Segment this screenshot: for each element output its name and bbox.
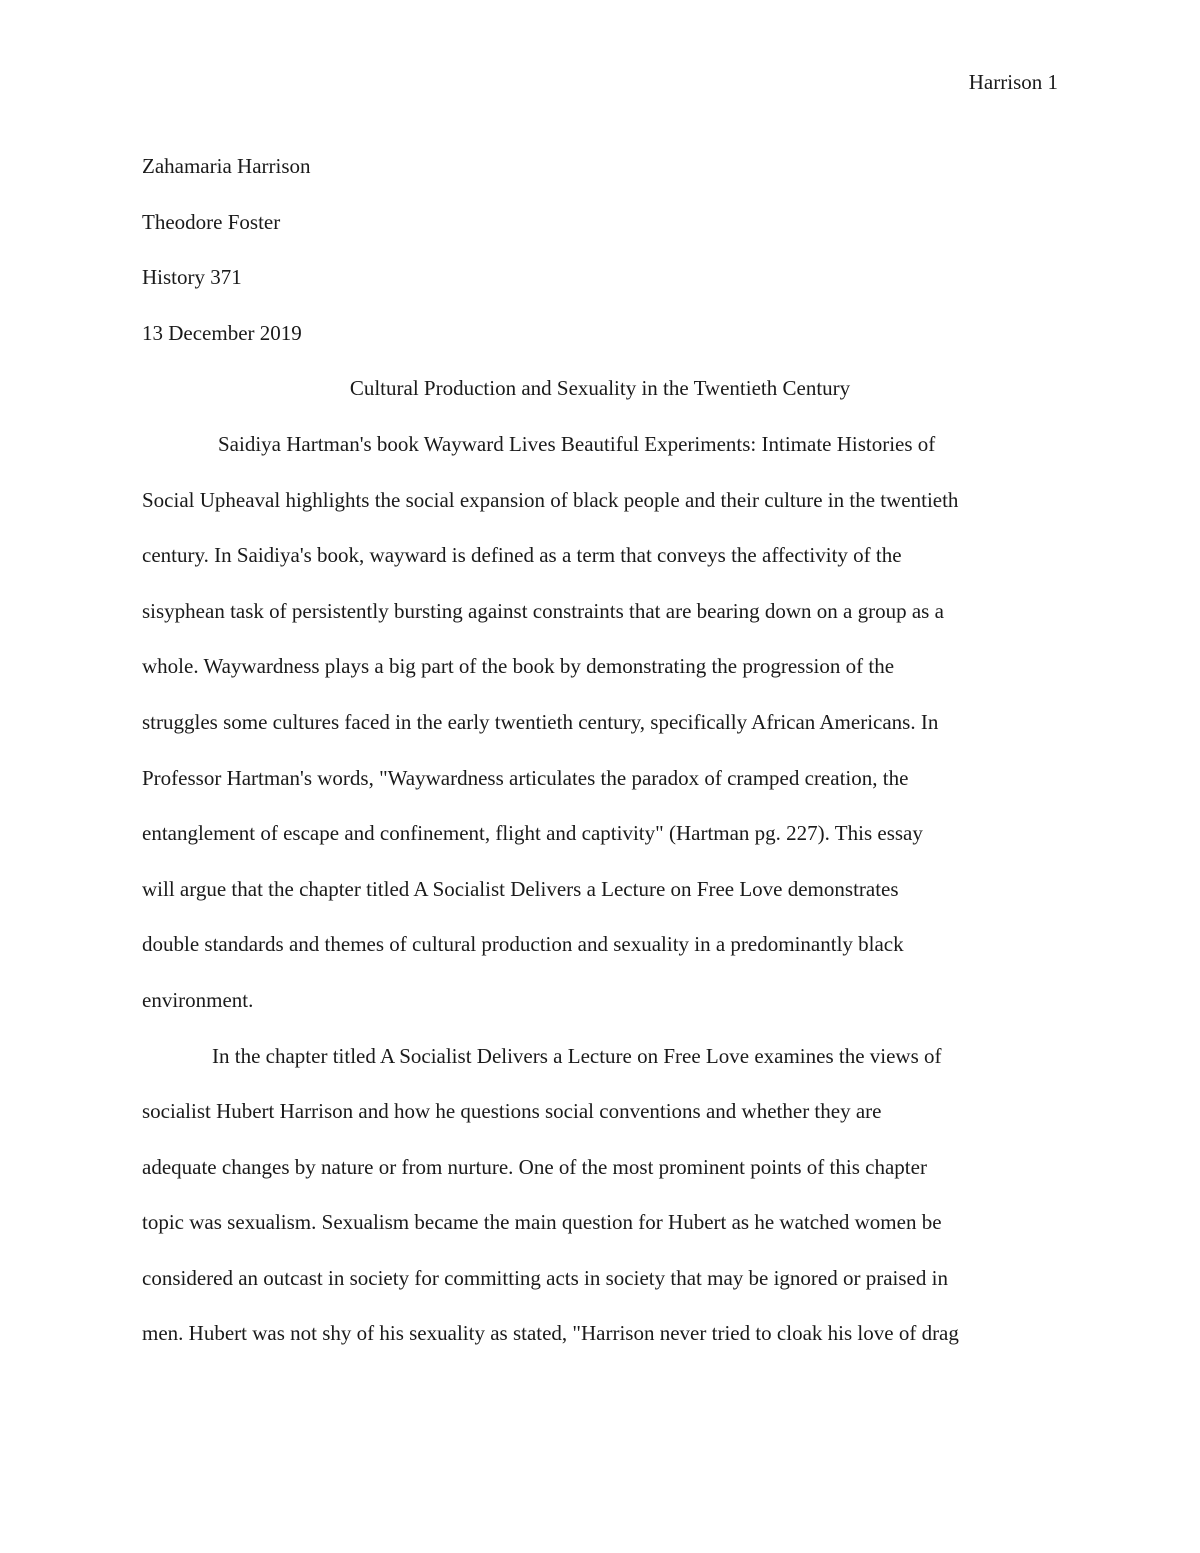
paragraph-line: century. In Saidiya's book, wayward is defined as a term that conveys the affectivity of the [142, 543, 902, 568]
paragraph-line: environment. [142, 987, 254, 1012]
paragraph-line: sisyphean task of persistently bursting against constraints that are bearing down on a group as a [142, 598, 944, 623]
paragraph-line: whole. Waywardness plays a big part of the book by demonstrating the progression of the [142, 654, 895, 679]
paragraph-line: Professor Hartman's words, "Waywardness articulates the paradox of cramped creation, the [142, 765, 909, 790]
paragraph-line: struggles some cultures faced in the early twentieth century, specifically African Americans. In [142, 709, 939, 734]
course-name: History 371 [142, 265, 242, 290]
paragraph-line: socialist Hubert Harrison and how he questions social conventions and whether they are [142, 1099, 882, 1124]
paragraph-line: adequate changes by nature or from nurture. One of the most prominent points of this chapter [142, 1154, 927, 1179]
paragraph-line: In the chapter titled A Socialist Delivers a Lecture on Free Love examines the views of [212, 1043, 942, 1068]
paragraph-1 [142, 417, 1058, 1029]
essay-date: 13 December 2019 [142, 320, 302, 345]
paragraph-line: entanglement of escape and confinement, flight and captivity" (Hartman pg. 227). This essay [142, 821, 923, 846]
essay-body [142, 139, 1058, 1362]
paragraph-line: considered an outcast in society for committing acts in society that may be ignored or praised in [142, 1265, 948, 1290]
paragraph-line: Saidiya Hartman's book Wayward Lives Beautiful Experiments: Intimate Histories of [218, 431, 936, 456]
paragraph-line: Social Upheaval highlights the social expansion of black people and their culture in the twentieth [142, 487, 959, 512]
paragraph-line: topic was sexualism. Sexualism became the main question for Hubert as he watched women be [142, 1210, 942, 1235]
essay-title: Cultural Production and Sexuality in the Twentieth Century [349, 376, 851, 401]
paragraph-line: will argue that the chapter titled A Socialist Delivers a Lecture on Free Love demonstrates [142, 876, 899, 901]
paragraph-line: double standards and themes of cultural production and sexuality in a predominantly black [142, 932, 904, 957]
paragraph-line: men. Hubert was not shy of his sexuality as stated, "Harrison never tried to cloak his love of drag [142, 1321, 959, 1346]
instructor-name: Theodore Foster [142, 209, 281, 234]
author-name: Zahamaria Harrison [142, 154, 311, 178]
paragraph-2 [142, 1029, 1058, 1363]
running-header: Harrison 1 [968, 70, 1058, 94]
